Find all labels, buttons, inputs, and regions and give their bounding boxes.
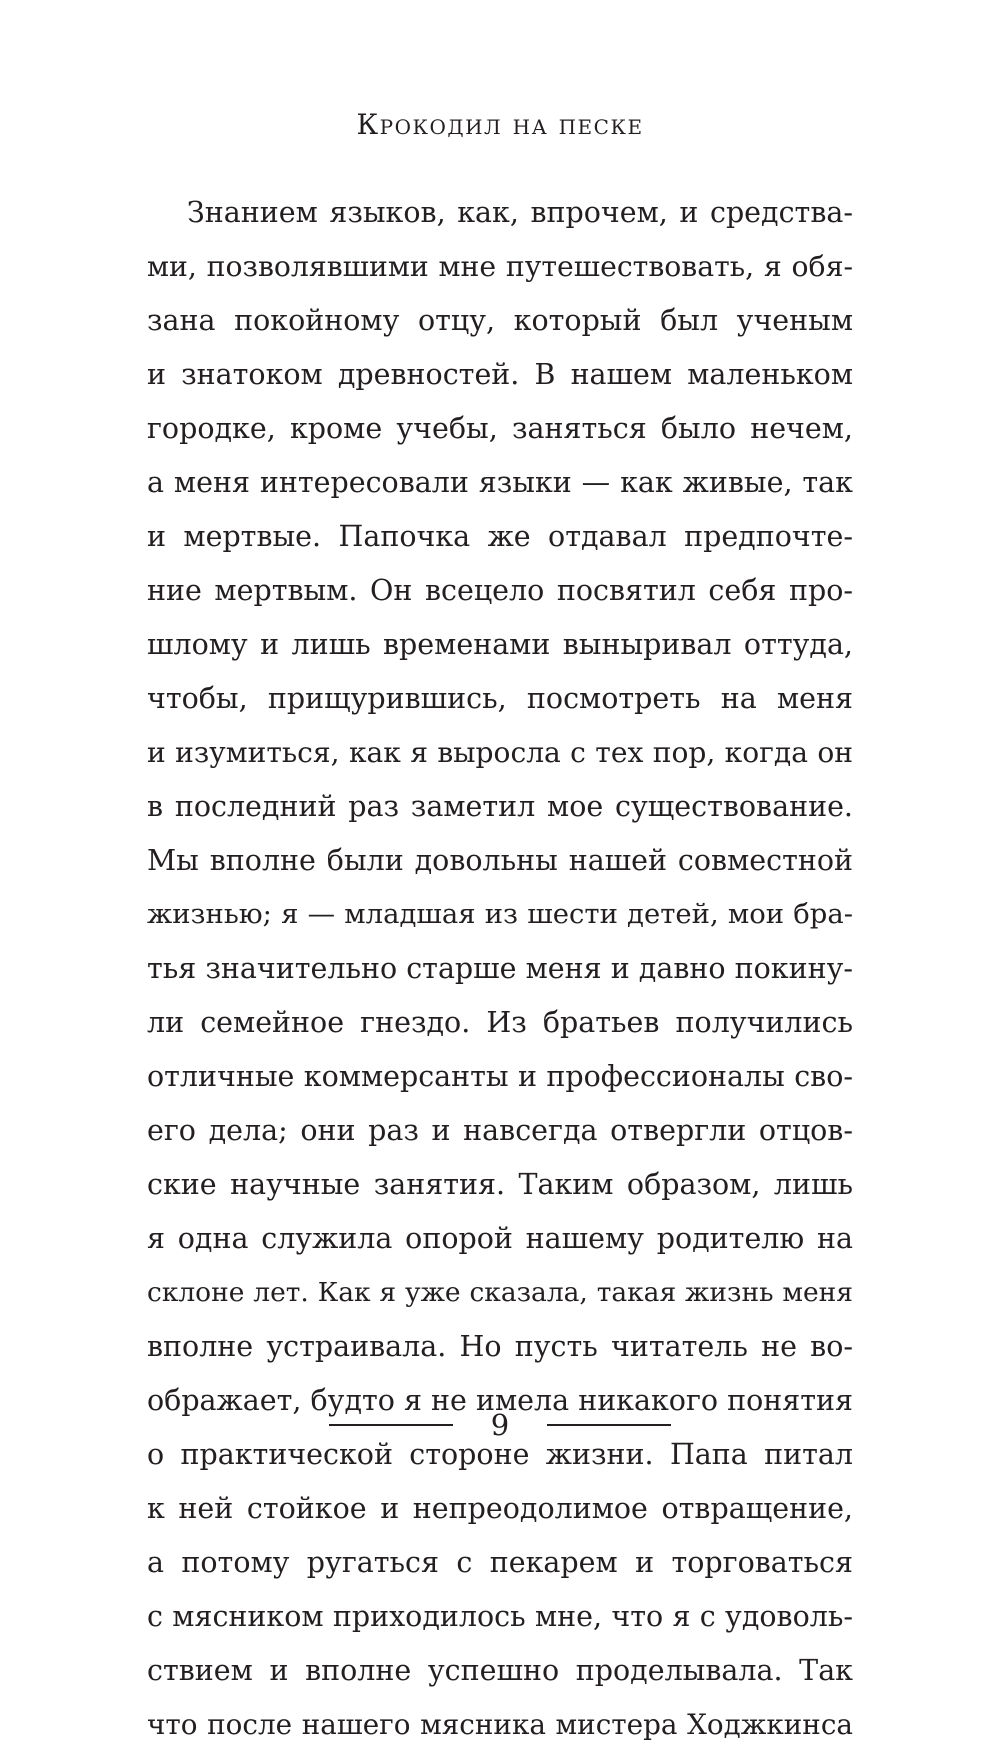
text-line: городке, кроме учебы, заняться было нечем, xyxy=(147,412,853,445)
text-line: о практической стороне жизни. Папа питал xyxy=(147,1438,853,1471)
text-line: его дела; они раз и навсегда отвергли отцов- xyxy=(147,1114,853,1147)
text-line: отличные коммерсанты и профессионалы сво- xyxy=(147,1060,853,1093)
text-line: а потому ругаться с пекарем и торговаться xyxy=(147,1546,853,1579)
text-line: склоне лет. Как я уже сказала, такая жизнь меня xyxy=(147,1277,853,1308)
text-line: я одна служила опорой нашему родителю на xyxy=(147,1222,853,1255)
text-line: в последний раз заметил мое существование. xyxy=(147,790,853,823)
text-line: вполне устраивала. Но пусть читатель не во- xyxy=(147,1330,853,1363)
text-line: ми, позволявшими мне путешествовать, я обя- xyxy=(147,250,853,283)
text-line: что после нашего мясника мистера Ходжкинса xyxy=(147,1708,853,1741)
text-line: чтобы, прищурившись, посмотреть на меня xyxy=(147,682,853,715)
text-line: с мясником приходилось мне, что я с удоволь- xyxy=(147,1600,853,1633)
folio-rule-right xyxy=(547,1424,671,1426)
text-line: ские научные занятия. Таким образом, лишь xyxy=(147,1168,853,1201)
text-line: шлому и лишь временами выныривал оттуда, xyxy=(147,628,853,661)
text-line: и знатоком древностей. В нашем маленьком xyxy=(147,358,853,391)
text-line: тья значительно старше меня и давно покину- xyxy=(147,952,853,985)
text-line: ображает, будто я не имела никакого понятия xyxy=(147,1384,853,1417)
folio-rule-left xyxy=(329,1424,453,1426)
text-line: ли семейное гнездо. Из братьев получились xyxy=(147,1006,853,1039)
text-line: ние мертвым. Он всецело посвятил себя про- xyxy=(147,574,853,607)
text-line: зана покойному отцу, который был ученым xyxy=(147,304,853,337)
text-line: а меня интересовали языки — как живые, так xyxy=(147,466,853,499)
folio xyxy=(0,1400,1000,1450)
text-line: ствием и вполне успешно проделывала. Так xyxy=(147,1654,853,1687)
body-text xyxy=(147,186,853,1752)
running-head: Крокодил на песке xyxy=(356,108,644,141)
text-line: и изумиться, как я выросла с тех пор, когда он xyxy=(147,736,853,769)
text-line: Знанием языков, как, впрочем, и средства- xyxy=(187,196,853,229)
text-line: Мы вполне были довольны нашей совместной xyxy=(147,844,853,877)
text-line: жизнью; я — младшая из шести детей, мои бра- xyxy=(147,899,853,930)
page-number: 9 xyxy=(490,1408,510,1442)
text-line: к ней стойкое и непреодолимое отвращение, xyxy=(147,1492,853,1525)
text-line: и мертвые. Папочка же отдавал предпочте- xyxy=(147,520,853,553)
